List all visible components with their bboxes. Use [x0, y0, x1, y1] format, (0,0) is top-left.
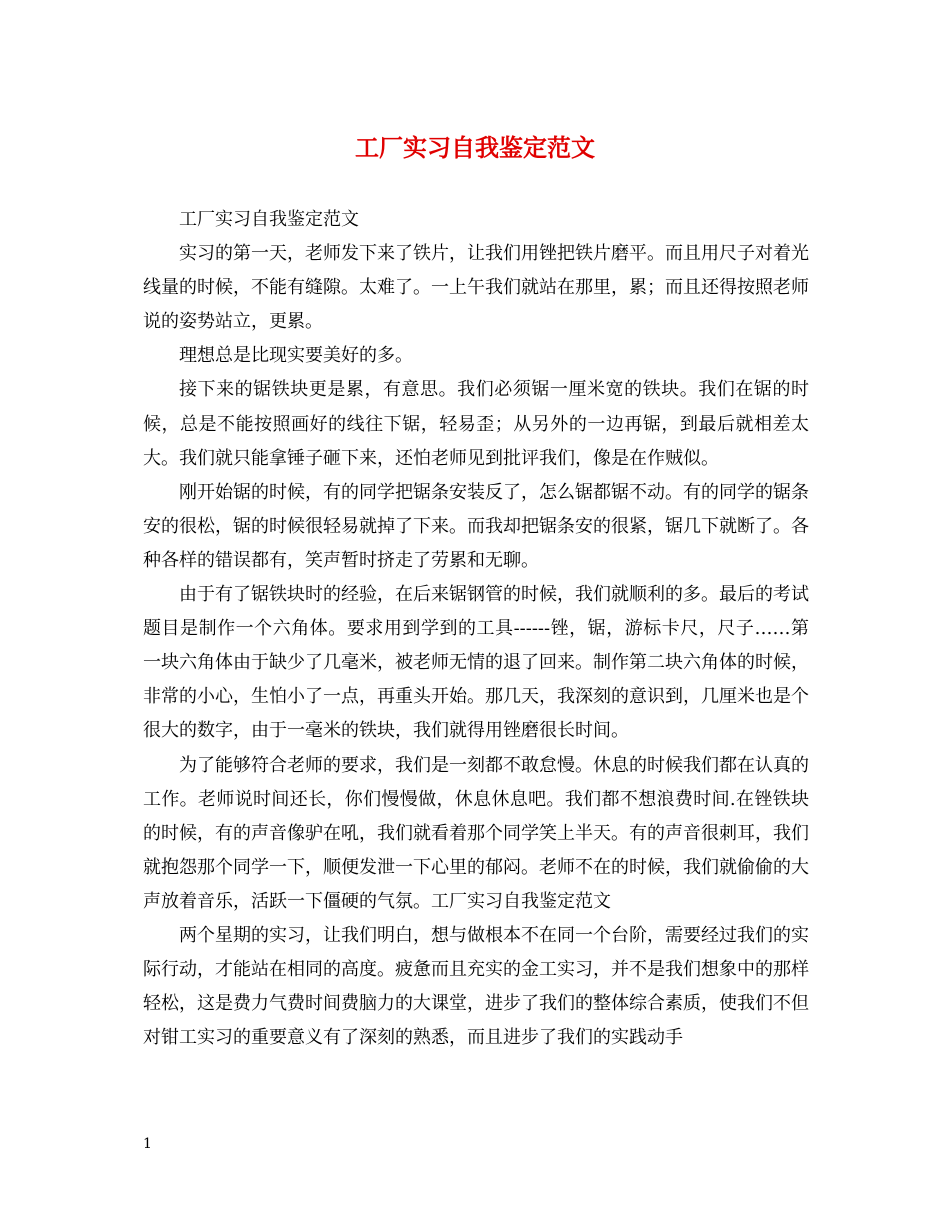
- paragraph: 接下来的锯铁块更是累，有意思。我们必须锯一厘米宽的铁块。我们在锯的时候，总是不能按照画好的线往下锯，轻易歪；从另外的一边再锯，到最后就相差太大。我们就只能拿锤子砸下来，还怕老师见到批评我们，像是在作贼似。: [143, 379, 809, 469]
- document-body: [143, 203, 809, 1055]
- paragraph: 两个星期的实习，让我们明白，想与做根本不在同一个台阶，需要经过我们的实际行动，才能站在相同的高度。疲惫而且充实的金工实习，并不是我们想象中的那样轻松，这是费力气费时间费脑力的大课堂，进步了我们的整体综合素质，使我们不但对钳工实习的重要意义有了深刻的熟悉，而且进步了我们的实践动手: [143, 924, 809, 1049]
- paragraph: 理想总是比现实要美好的多。: [179, 345, 413, 367]
- paragraph: 由于有了锯铁块时的经验，在后来锯钢管的时候，我们就顺利的多。最后的考试题目是制作一个六角体。要求用到学到的工具------锉，锯，游标卡尺，尺子……第一块六角体由于缺少了几毫米，被老师无情的退了回来。制作第二块六角体的时候，非常的小心，生怕小了一点，再重头开始。那几天，我深刻的意识到，几厘米也是个很大的数字，由于一毫米的铁块，我们就得用锉磨很长时间。: [143, 584, 809, 742]
- paragraph: 刚开始锯的时候，有的同学把锯条安装反了，怎么锯都锯不动。有的同学的锯条安的很松，锯的时候很轻易就掉了下来。而我却把锯条安的很紧，锯几下就断了。各种各样的错误都有，笑声暂时挤走了劳累和无聊。: [143, 481, 809, 571]
- page-number: 1: [143, 1136, 152, 1152]
- document-title: 工厂实习自我鉴定范文: [355, 133, 595, 162]
- paragraph: 实习的第一天，老师发下来了铁片，让我们用锉把铁片磨平。而且用尺子对着光线量的时候，不能有缝隙。太难了。一上午我们就站在那里，累；而且还得按照老师说的姿势站立，更累。: [143, 243, 809, 333]
- paragraph: 为了能够符合老师的要求，我们是一刻都不敢怠慢。休息的时候我们都在认真的工作。老师说时间还长，你们慢慢做，休息休息吧。我们都不想浪费时间.在锉铁块的时候，有的声音像驴在吼，我们就看着那个同学笑上半天。有的声音很刺耳，我们就抱怨那个同学一下，顺便发泄一下心里的郁闷。老师不在的时候，我们就偷偷的大声放着音乐，活跃一下僵硬的气氛。工厂实习自我鉴定范文: [143, 754, 809, 912]
- paragraph: 工厂实习自我鉴定范文: [179, 209, 359, 230]
